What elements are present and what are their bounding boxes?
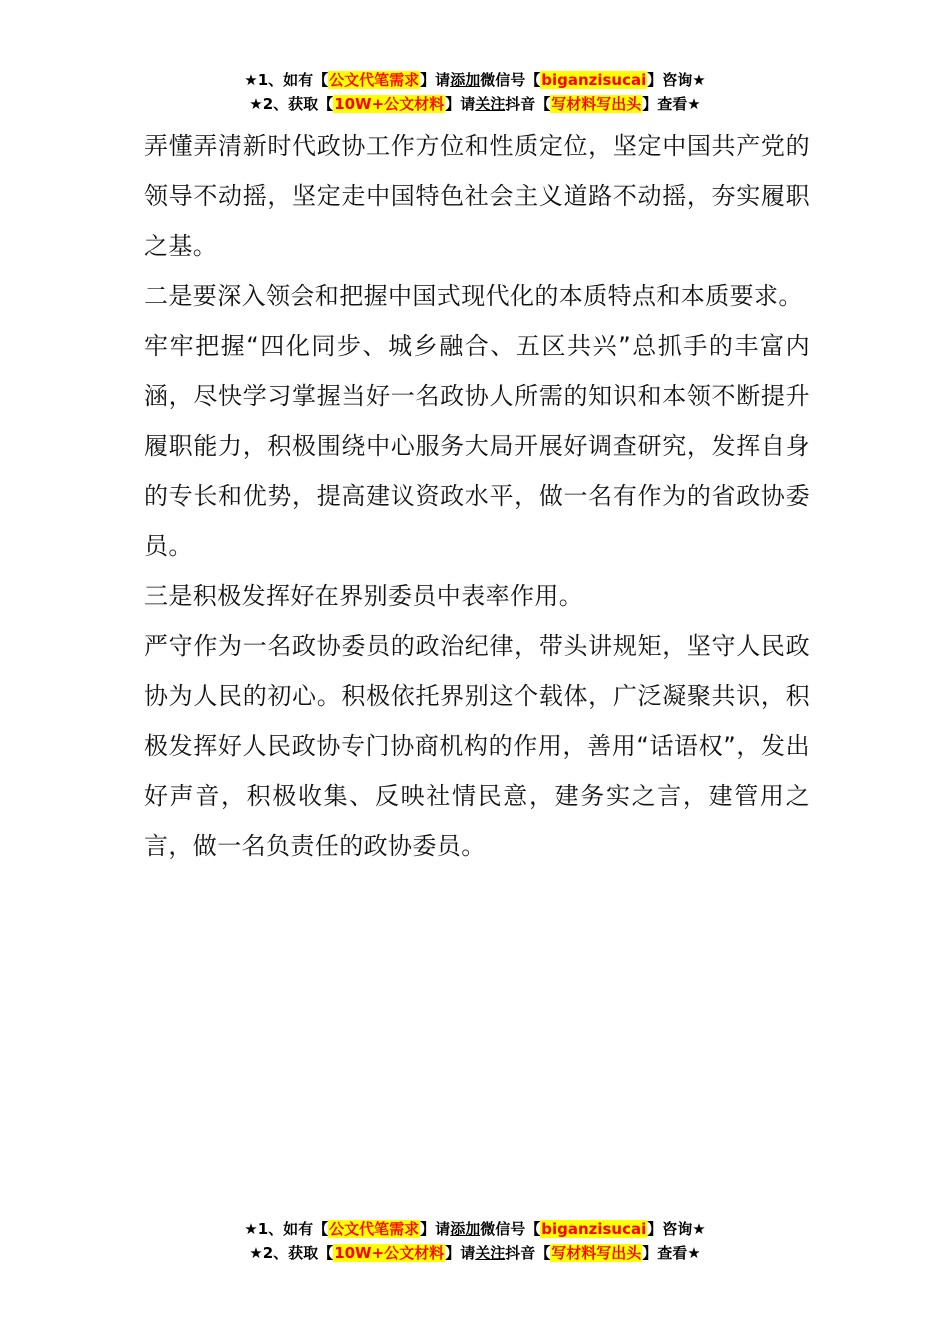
header-line-2-highlight-douyin: 写材料写出头	[551, 95, 642, 113]
footer-line-2-mid2: 抖音【	[505, 1244, 551, 1262]
footer-line-2-mid: 】请	[445, 1244, 476, 1262]
footer-line-1-underlined: 添加	[450, 1220, 481, 1238]
header-line-1-underlined: 添加	[450, 71, 481, 89]
header-line-1-suffix: 】咨询★	[647, 71, 706, 89]
footer-line-2	[0, 1241, 950, 1265]
paragraph: 严守作为一名政协委员的政治纪律，带头讲规矩，坚守人民政协为人民的初心。积极依托界别这个载体，广泛凝聚共识，积极发挥好人民政协专门协商机构的作用，善用“话语权”，发出好声音，积极收集、反映社情民意，建务实之言，建管用之言，做一名负责任的政协委员。	[144, 632, 810, 860]
header-line-2-highlight-materials: 10W+公文材料	[334, 95, 445, 113]
header-line-1-mid: 】请	[420, 71, 451, 89]
header-line-1-prefix: ★1、如有【	[244, 71, 329, 89]
footer-line-1	[0, 1217, 950, 1241]
footer-line-1-mid: 】请	[420, 1220, 451, 1238]
paragraph: 弄懂弄清新时代政协工作方位和性质定位，坚定中国共产党的领导不动摇，坚定走中国特色社会主义道路不动摇，夯实履职之基。	[144, 132, 810, 260]
footer-line-1-prefix: ★1、如有【	[244, 1220, 329, 1238]
footer-line-1-highlight-service: 公文代笔需求	[329, 1220, 420, 1238]
header-banner	[0, 68, 950, 116]
header-line-2-mid: 】请	[445, 95, 476, 113]
paragraph: 二是要深入领会和把握中国式现代化的本质特点和本质要求。	[144, 282, 803, 310]
header-line-2-prefix: ★2、获取【	[249, 95, 334, 113]
paragraph: 牢牢把握“四化同步、城乡融合、五区共兴”总抓手的丰富内涵，尽快学习掌握当好一名政协人所需的知识和本领不断提升履职能力，积极围绕中心服务大局开展好调查研究，发挥自身的专长和优势，提高建议资政水平，做一名有作为的省政协委员。	[144, 332, 810, 560]
header-line-2-underlined: 关注	[475, 95, 506, 113]
header-line-1-highlight-wechat: biganzisucai	[541, 71, 647, 89]
footer-line-1-mid2: 微信号【	[480, 1220, 541, 1238]
footer-banner	[0, 1217, 950, 1265]
footer-line-1-suffix: 】咨询★	[647, 1220, 706, 1238]
header-line-2-mid2: 抖音【	[505, 95, 551, 113]
footer-line-2-prefix: ★2、获取【	[249, 1244, 334, 1262]
footer-line-2-highlight-douyin: 写材料写出头	[551, 1244, 642, 1262]
footer-line-2-suffix: 】查看★	[642, 1244, 701, 1262]
header-line-2	[0, 92, 950, 116]
header-line-1-mid2: 微信号【	[480, 71, 541, 89]
footer-line-2-highlight-materials: 10W+公文材料	[334, 1244, 445, 1262]
header-line-1	[0, 68, 950, 92]
footer-line-1-highlight-wechat: biganzisucai	[541, 1220, 647, 1238]
paragraph: 三是积极发挥好在界别委员中表率作用。	[144, 582, 584, 610]
header-line-1-highlight-service: 公文代笔需求	[329, 71, 420, 89]
document-body	[144, 121, 810, 871]
header-line-2-suffix: 】查看★	[642, 95, 701, 113]
footer-line-2-underlined: 关注	[475, 1244, 506, 1262]
